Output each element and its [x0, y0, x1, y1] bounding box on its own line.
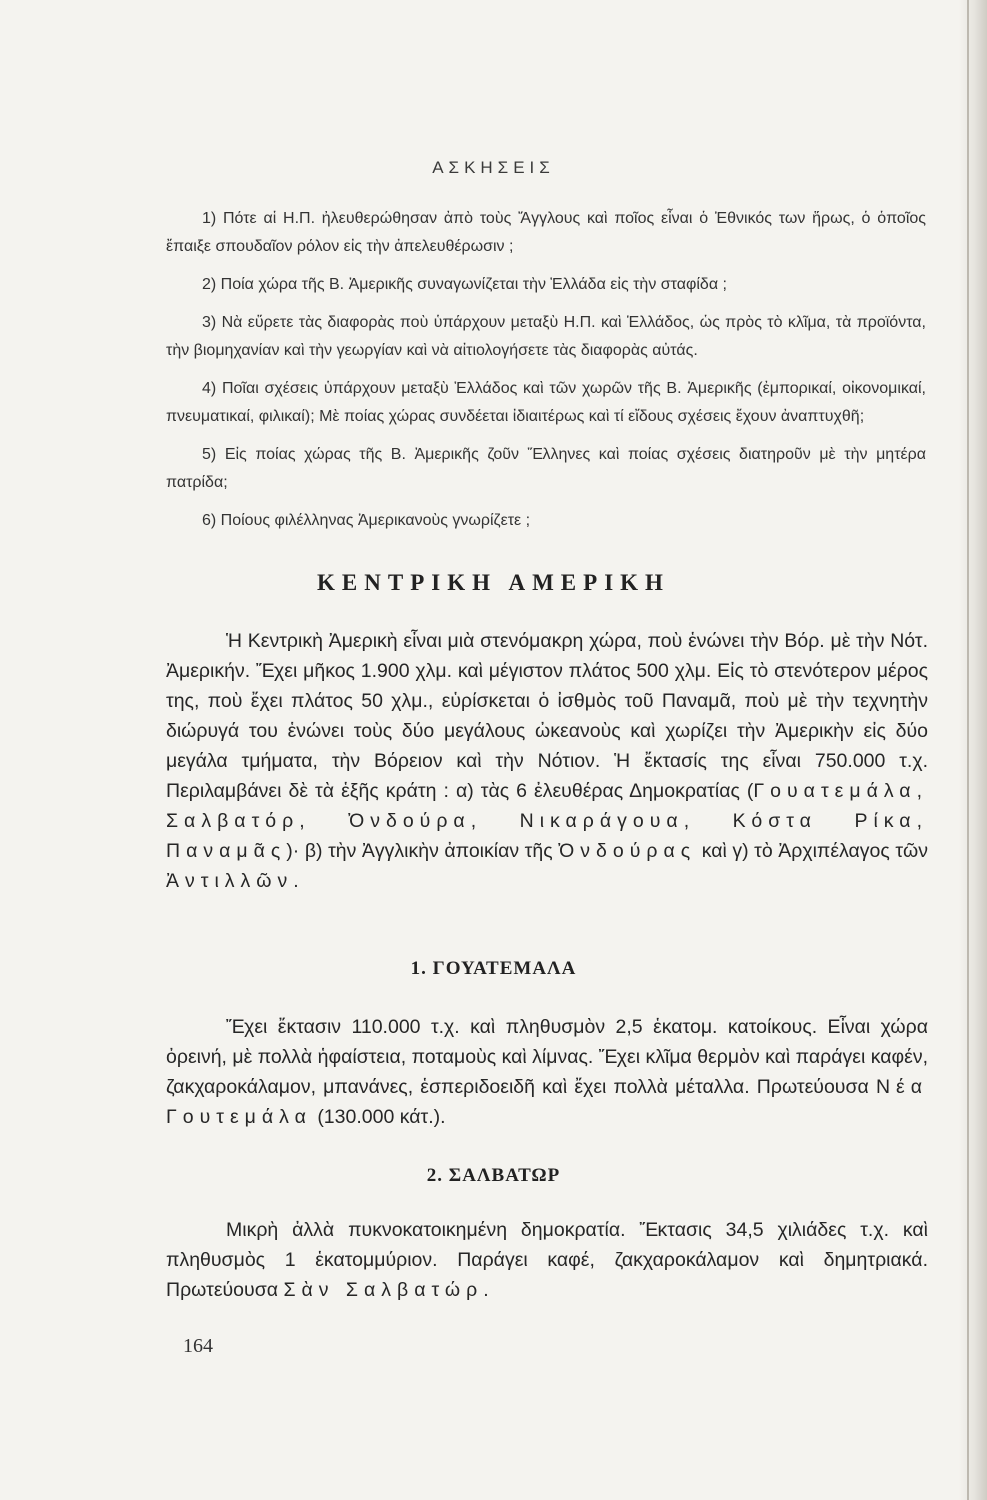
page-binding-edge [959, 0, 987, 1500]
guatemala-paragraph [166, 1012, 928, 1132]
paragraph-end: . [293, 870, 299, 892]
salvador-description: Μικρὴ ἀλλὰ πυκνοκατοικημένη δημοκρατία. Ἔκτασις 34,5 χιλιάδες τ.χ. καὶ πληθυσμὸς 1 ἑκατομμύριον. Παράγει καφέ, ζακχαροκάλαμον καὶ δημητριακά. Πρωτεύουσα [166, 1219, 928, 1301]
guatemala-heading: 1. ΓΟΥΑΤΕΜΑΛΑ [410, 958, 577, 979]
guatemala-description: Ἔχει ἔκτασιν 110.000 τ.χ. καὶ πληθυσμὸν 2,5 ἑκατομ. κατοίκους. Εἶναι χώρα ὀρεινή, μὲ πολλὰ ἡφαίστεια, ποταμοὺς καὶ λίμνας. Ἔχει κλῖμα θερμὸν καὶ παράγει καφέν, ζακχαροκάλαμον, μπανάνες, ἑσπεριδοειδῆ καὶ ἔχει πολλὰ μέταλλα. Πρωτεύουσα [166, 1016, 928, 1098]
colony-text: )· β) τὴν Ἀγγλικὴν ἀποικίαν τῆς [286, 840, 553, 862]
guatemala-capital: Νέα Γουτεμάλα [166, 1076, 928, 1128]
salvador-text [166, 1215, 928, 1305]
central-america-paragraph [166, 626, 928, 896]
exercise-item: 3) Νὰ εὕρετε τὰς διαφορὰς ποὺ ὑπάρχουν μεταξὺ Η.Π. καὶ Ἑλλάδος, ὡς πρὸς τὸ κλῖμα, τὰ προϊόντα, τὴν βιομηχανίαν καὶ τὴν γεωργίαν καὶ νὰ αἰτιολογήσετε τὰς διαφορὰς αὐτάς. [166, 314, 926, 359]
salvador-paragraph [166, 1215, 928, 1305]
intro-text: Ἡ Κεντρικὴ Ἀμερικὴ εἶναι μιὰ στενόμακρη χώρα, ποὺ ἑνώνει τὴν Βόρ. μὲ τὴν Νότ. Ἀμερικήν. Ἔχει μῆκος 1.900 χλμ. καὶ μέγιστον πλάτος 500 χλμ. Εἰς τὸ στενότερον μέρος της, ποὺ ἔχει πλάτος 50 χλμ., εὑρίσκεται ὁ ἰσθμὸς τοῦ Παναμᾶ, ποὺ μὲ τὴν τεχνητὴν διώρυγά του ἑνώνει τοὺς δύο μεγάλους ὠκεανοὺς καὶ χωρίζει τὴν Ἀμερικὴν εἰς δύο μεγάλα τμήματα, τὴν Βόρειον καὶ τὴν Νότιον. Ἡ ἔκτασίς της εἶναι 750.000 τ.χ. Περιλαμβάνει δὲ τὰ ἑξῆς κράτη : α) τὰς 6 ἐλευθέρας Δημοκρατίας ( [166, 630, 928, 802]
page-number: 164 [183, 1335, 213, 1357]
archipelago-text: καὶ γ) τὸ Ἀρχιπέλαγος τῶν [701, 840, 929, 862]
exercise-item: 1) Πότε αἱ Η.Π. ἠλευθερώθησαν ἀπὸ τοὺς Ἄγγλους καὶ ποῖος εἶναι ὁ Ἐθνικός των ἥρως, ὁ ὁποῖος ἔπαιξε σπουδαῖον ρόλον εἰς τὴν ἀπελευθέρωσιν ; [166, 210, 926, 255]
central-america-text [166, 626, 928, 896]
honduras-name: Ὀνδούρας [558, 840, 697, 862]
guatemala-capital-population: (130.000 κάτ.). [317, 1106, 446, 1128]
exercise-item: 4) Ποῖαι σχέσεις ὑπάρχουν μεταξὺ Ἑλλάδος καὶ τῶν χωρῶν τῆς Β. Ἀμερικῆς (ἐμπορικαί, οἰκονομικαί, πνευματικαί, φιλικαί); Μὲ ποίας χώρας συνδέεται ἰδιαιτέρως καὶ τί εἴδους σχέσεις ἔχουν ἀναπτυχθῆ; [166, 380, 926, 425]
exercise-item: 2) Ποία χώρα τῆς Β. Ἀμερικῆς συναγωνίζεται τὴν Ἑλλάδα εἰς τὴν σταφίδα ; [202, 276, 727, 293]
guatemala-text [166, 1012, 928, 1132]
exercises-heading: ΑΣΚΗΣΕΙΣ [432, 158, 555, 177]
exercise-item: 6) Ποίους φιλέλληνας Ἀμερικανοὺς γνωρίζετε ; [202, 512, 531, 529]
exercise-item: 5) Εἰς ποίας χώρας τῆς Β. Ἀμερικῆς ζοῦν Ἕλληνες καὶ ποίας σχέσεις διατηροῦν μὲ τὴν μητέρα πατρίδα; [166, 446, 926, 491]
salvador-end: . [483, 1279, 489, 1301]
exercises-list [166, 205, 926, 545]
central-america-title: ΚΕΝΤΡΙΚΗ ΑΜΕΡΙΚΗ [317, 570, 670, 595]
republics-list: Γουατεμάλα, Σαλβατόρ, Ὀνδούρα, Νικαράγουα, Κόστα Ρίκα, Παναμᾶς [166, 780, 928, 862]
antilles-name: Ἀντιλλῶν [166, 870, 294, 892]
salvador-heading: 2. ΣΑΛΒΑΤΩΡ [426, 1165, 561, 1186]
salvador-capital: Σὰν Σαλβατώρ [283, 1279, 484, 1301]
